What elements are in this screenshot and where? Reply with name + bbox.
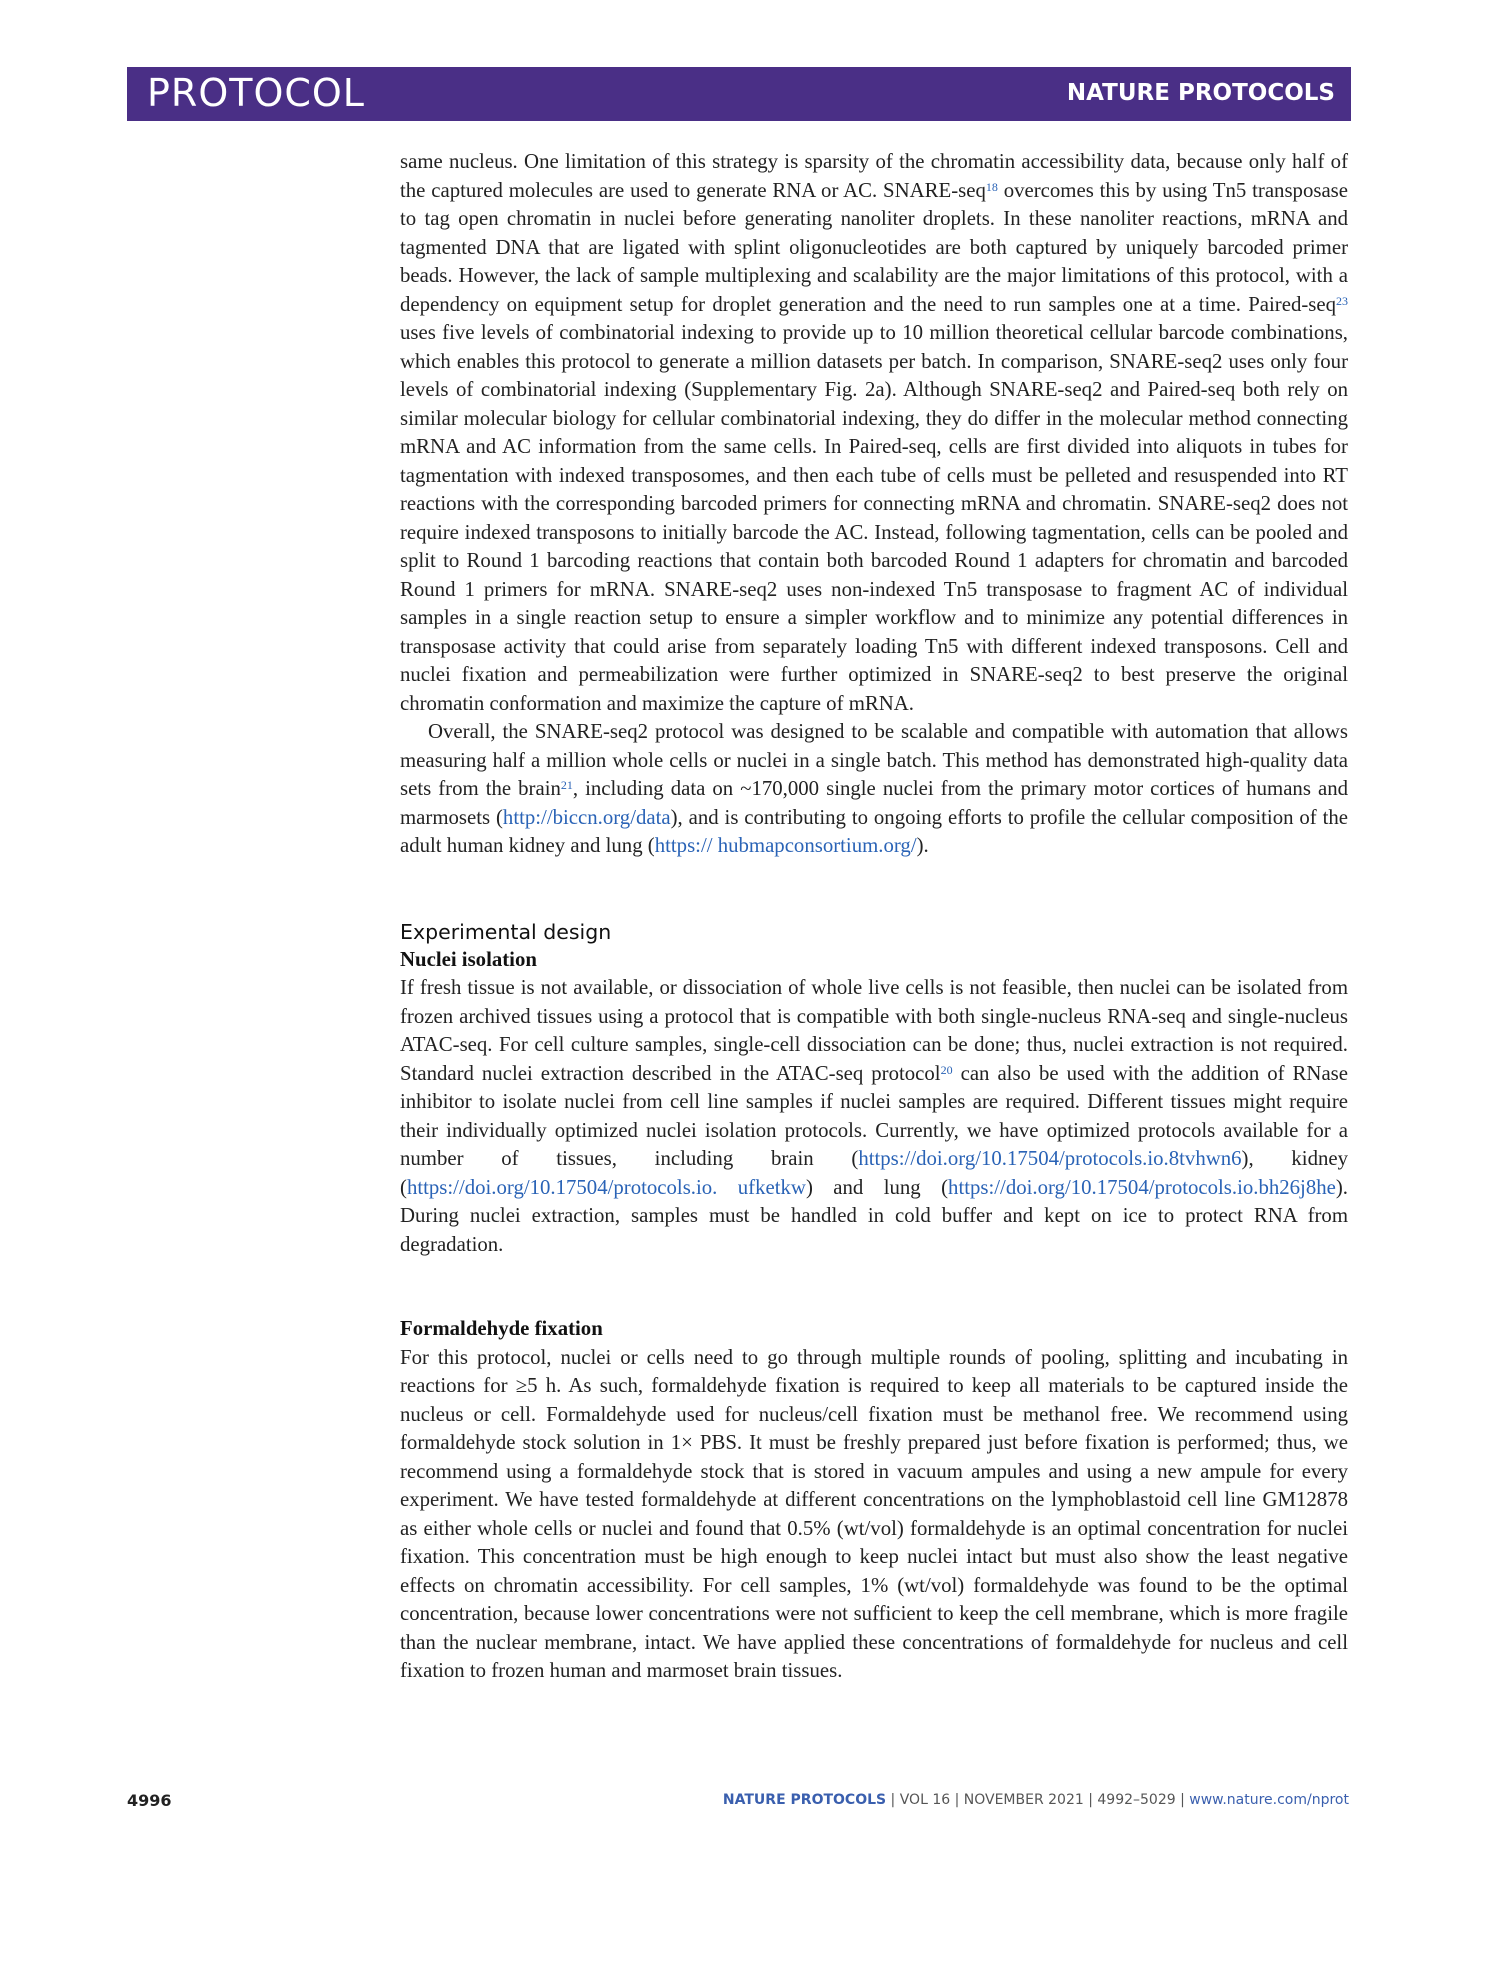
kidney-protocol-link[interactable]: https://doi.org/10.17504/protocols.io. ufketkw bbox=[406, 1175, 806, 1199]
text-run: ) and lung ( bbox=[805, 1175, 949, 1199]
header-banner bbox=[127, 67, 1351, 121]
section-heading: Experimental design bbox=[400, 919, 612, 944]
reference-link[interactable]: 20 bbox=[940, 1062, 953, 1077]
text-run: same nucleus. One limitation of this strategy is sparsity of the chromatin accessibility data, because only half of the captured molecules are used to generate RNA or AC. SNARE-seq bbox=[400, 150, 1348, 202]
subsection-heading-nuclei: Nuclei isolation bbox=[400, 947, 537, 971]
text-run: ), and is contributing to ongoing efforts to profile the cellular composition of the adult human kidney and lung ( bbox=[400, 805, 1348, 857]
paragraph-overall bbox=[400, 718, 1348, 861]
reference-link[interactable]: 23 bbox=[1336, 293, 1348, 308]
text-run: Overall, the SNARE-seq2 protocol was designed to be scalable and compatible with automation that allows measuring half a million whole cells or nuclei in a single batch. This method has demonstrated high-quality data sets from the brain bbox=[400, 720, 1348, 800]
section-label: PROTOCOL bbox=[147, 71, 365, 115]
reference-link[interactable]: 21 bbox=[560, 778, 573, 792]
text-run: ). bbox=[916, 834, 929, 857]
brain-protocol-link[interactable]: https://doi.org/10.17504/protocols.io.8tvhwn6 bbox=[858, 1147, 1242, 1170]
footer-url-link[interactable]: www.nature.com/nprot bbox=[1189, 1792, 1349, 1808]
hubmap-link[interactable]: https:// hubmapconsortium.org/ bbox=[654, 834, 917, 857]
text-run: ). During nuclei extraction, samples must be handled in cold buffer and kept on ice to protect RNA from degradation. bbox=[400, 1175, 1348, 1256]
text-run: uses five levels of combinatorial indexing to provide up to 10 million theoretical cellular barcode combinations, which enables this protocol to generate a million datasets per batch. In comparison, SNARE-seq2 uses only four levels of combinatorial indexing (Supplementary Fig. 2a). Although SNARE-seq2 and Paired-seq both rely on similar molecular biology for cellular combinatorial indexing, they do differ in the molecular method connecting mRNA and AC information from the same cells. In Paired-seq, cells are first divided into aliquots in tubes for tagmentation with indexed transposomes, and then each tube of cells must be pelleted and resuspended into RT reactions with the corresponding barcoded primers for connecting mRNA and chromatin. SNARE-seq2 does not require indexed transposons to initially barcode the AC. Instead, following tagmentation, cells can be pooled and split to Round 1 barcoding reactions that contain both barcoded Round 1 adapters for chromatin and barcoded Round 1 primers for mRNA. SNARE-seq2 uses non-indexed Tn5 transposase to fragment AC of individual samples in a single reaction setup to ensure a simpler workflow and to minimize any potential differences in transposase activity that could arise from separately loading Tn5 with different indexed transposons. Cell and nuclei fixation and permeabilization were further optimized in SNARE-seq2 to best preserve the original chromatin conformation and maximize the capture of mRNA. bbox=[400, 321, 1348, 715]
text-run: can also be used with the addition of RNase inhibitor to isolate nuclei from cell line samples if nuclei samples are required. Different tissues might require their individually optimized nuclei isolation protocols. Currently, we have optimized protocols available for a number of tissues, including brain ( bbox=[400, 1061, 1348, 1170]
subsection-heading-fixation: Formaldehyde fixation bbox=[400, 1317, 603, 1340]
text-run: ), kidney ( bbox=[400, 1147, 1348, 1199]
lung-protocol-link[interactable]: https://doi.org/10.17504/protocols.io.bh26j8he bbox=[948, 1175, 1336, 1199]
paragraph-nuclei-isolation bbox=[400, 974, 1348, 1259]
paragraph-formaldehyde: For this protocol, nuclei or cells need to go through multiple rounds of pooling, splitting and incubating in reactions for ≥5 h. As such, formaldehyde fixation is required to keep all materials to be captured inside the nucleus or cell. Formaldehyde used for nucleus/cell fixation must be methanol free. We recommend using formaldehyde stock solution in 1× PBS. It must be freshly prepared just before fixation is performed; thus, we recommend using a formaldehyde stock that is stored in vacuum ampules and using a new ampule for every experiment. We have tested formaldehyde at different concentrations on the lymphoblastoid cell line GM12878 as either whole cells or nuclei and found that 0.5% (wt/vol) formaldehyde is an optimal concentration for nuclei fixation. This concentration must be high enough to keep nuclei intact but must also show the least negative effects on chromatin accessibility. For cell samples, 1% (wt/vol) formaldehyde was found to be the optimal concentration, because lower concentrations were not sufficient to keep the cell membrane, which is more fragile than the nuclear membrane, intact. We have applied these concentrations of formaldehyde for nucleus and cell fixation to frozen human and marmoset brain tissues. bbox=[400, 1345, 1348, 1682]
footer-citation bbox=[723, 1792, 1349, 1808]
footer-journal: NATURE PROTOCOLS bbox=[722, 1792, 887, 1808]
article-body bbox=[400, 148, 1348, 1686]
journal-name: NATURE PROTOCOLS bbox=[1066, 80, 1335, 106]
page-number: 4996 bbox=[127, 1791, 172, 1810]
text-run: If fresh tissue is not available, or dissociation of whole live cells is not feasible, then nuclei can be isolated from frozen archived tissues using a protocol that is compatible with both single-nucleus RNA-seq and single-nucleus ATAC-seq. For cell culture samples, single-cell dissociation can be done; thus, nuclei extraction is not required. Standard nuclei extraction described in the ATAC-seq protocol bbox=[400, 976, 1348, 1085]
reference-link[interactable]: 18 bbox=[985, 179, 998, 194]
text-run: overcomes this by using Tn5 transposase to tag open chromatin in nuclei before generating nanoliter droplets. In these nanoliter reactions, mRNA and tagmented DNA that are ligated with splint oligonucleotides are both captured by uniquely barcoded primer beads. However, the lack of sample multiplexing and scalability are the major limitations of this protocol, with a dependency on equipment setup for droplet generation and the need to run samples one at a time. Paired-seq bbox=[400, 178, 1348, 316]
footer-volume: | VOL 16 | NOVEMBER 2021 | 4992–5029 | bbox=[886, 1792, 1190, 1808]
text-run: , including data on ~170,000 single nuclei from the primary motor cortices of humans and marmosets ( bbox=[400, 777, 1348, 829]
biccn-link[interactable]: http://biccn.org/data bbox=[502, 805, 671, 829]
paragraph-snare-seq bbox=[400, 148, 1348, 718]
